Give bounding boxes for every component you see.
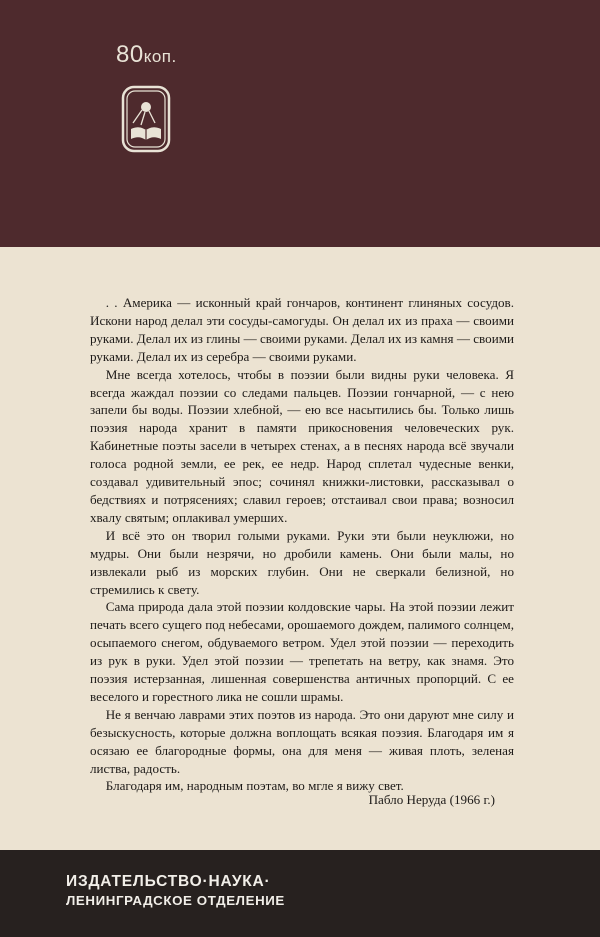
paragraph-3: И всё это он творил голыми руками. Руки эти были неуклюжи, но мудры. Они были незрячи, но дробили камень. Они были малы, но извлекали рыб из морских глубин. Они не сверкали белизной, но стремились к свету. xyxy=(90,527,514,597)
price-unit: коп. xyxy=(143,47,177,66)
paragraph-4: Сама природа дала этой поэзии колдовские чары. На этой поэзии лежит печать всего сущего под небесами, орошаемого дождем, палимого солнцем, осыпаемого снегом, обдуваемого ветром. Удел этой поэзии — переходить из рук в руки. Удел этой поэзии — трепетать на ветру, как знамя. Это поэзия истерзанная, лишенная совершенства античных пропорций. С ее веселого и горестного лика не сошли шрамы. xyxy=(90,599,514,704)
paragraph-1: . . Америка — исконный край гончаров, континент глиняных сосудов. Искони народ делал эти сосуды-самогуды. Он делал их из праха — своими руками. Делал их из глины — своими руками. Делал их из камня — своими руками. Делал их из серебра — своими руками. xyxy=(90,295,514,364)
publisher-name: ИЗДАТЕЛЬСТВО·НАУКА· xyxy=(66,873,271,890)
sputnik-book-emblem-icon xyxy=(121,85,171,153)
publisher-division: ЛЕНИНГРАДСКОЕ ОТДЕЛЕНИЕ xyxy=(66,893,285,908)
paragraph-6: Благодаря им, народным поэтам, во мгле я вижу свет. xyxy=(105,778,404,794)
price-number: 80 xyxy=(116,41,144,68)
author-signature: Пабло Неруда (1966 г.) xyxy=(368,792,495,807)
top-color-band xyxy=(0,0,600,247)
price-label xyxy=(116,41,177,69)
paragraph-2: Мне всегда хотелось, чтобы в поэзии были видны руки человека. Я всегда жаждал поэзии со следами пальцев. Поэзии гончарной, — с нею запели бы воды. Поэзии хлебной, — ею все насытились бы. Только лишь поэзия народа хранит в памяти прикосновения человеческих рук. Кабинетные поэты засели в четырех стенах, а в песнях народа всё звучали голоса родной земли, ее рек, ее недр. Народ сплетал чудесные венки, создавал удивительный эпос; сочинял книжки-листовки, рассказывал о бедствиях и потрясениях; славил героев; отстаивал свои права; возносил хвалу святым; оплакивал умерших. xyxy=(90,366,514,525)
paragraph-5: Не я венчаю лаврами этих поэтов из народа. Это они даруют мне силу и безыскусность, которые должна воплощать всякая поэзия. Благодаря им я осязаю ее благородные формы, она для меня — живая плоть, зеленая листва, радость. xyxy=(90,706,514,776)
poem-essay-text xyxy=(90,294,514,795)
